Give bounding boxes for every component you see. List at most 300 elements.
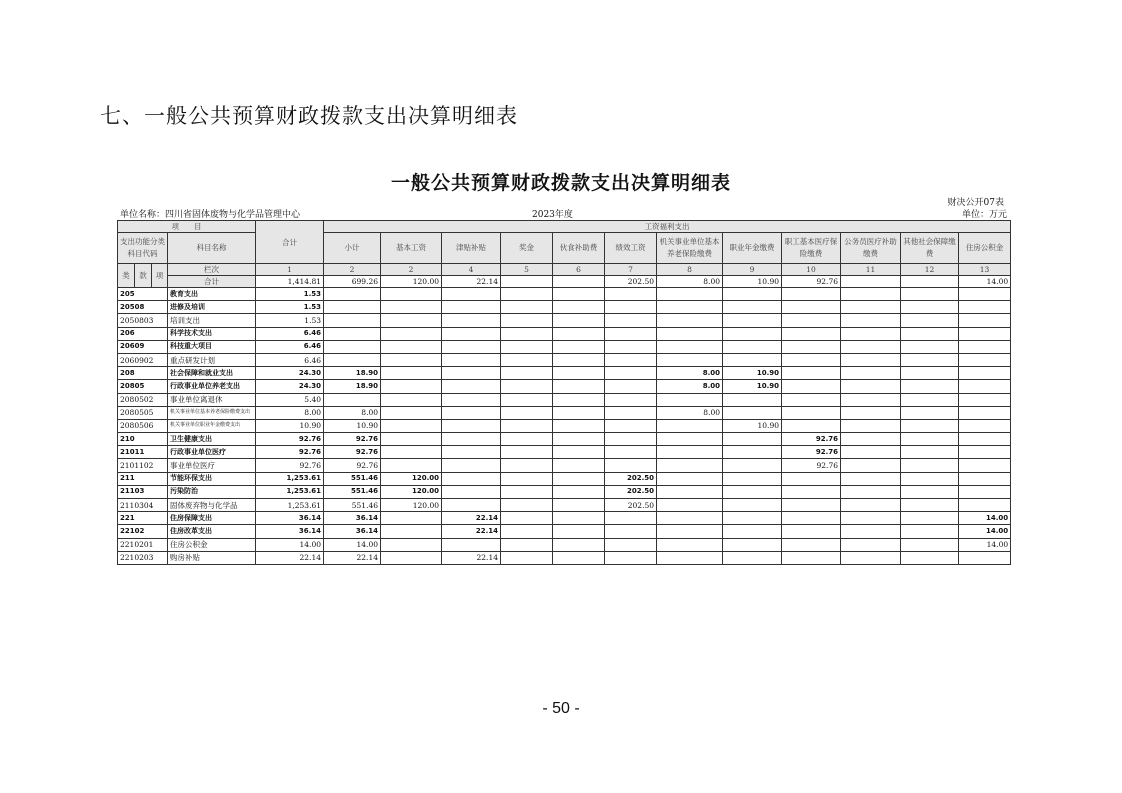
subject-code: 21103	[118, 485, 168, 498]
col-header: 公务员医疗补助缴费	[841, 233, 901, 264]
amount-cell	[553, 459, 605, 472]
column-number: 10	[782, 264, 841, 276]
amount-cell	[381, 525, 442, 538]
amount-cell	[782, 419, 841, 432]
amount-cell	[841, 485, 901, 498]
amount-cell	[605, 367, 657, 380]
amount-cell	[442, 499, 501, 512]
amount-cell: 1.53	[256, 288, 324, 301]
amount-cell	[605, 288, 657, 301]
amount-cell	[959, 380, 1011, 393]
amount-cell	[782, 472, 841, 485]
total-value: 92.76	[782, 276, 841, 288]
amount-cell: 120.00	[381, 485, 442, 498]
total-value: 14.00	[959, 276, 1011, 288]
amount-cell	[381, 512, 442, 525]
amount-cell	[657, 499, 723, 512]
amount-cell: 92.76	[324, 459, 381, 472]
amount-cell	[442, 393, 501, 406]
amount-cell	[501, 380, 553, 393]
column-number: 9	[723, 264, 782, 276]
amount-cell	[959, 472, 1011, 485]
table-meta-row	[118, 207, 1011, 219]
amount-cell: 6.46	[256, 353, 324, 366]
amount-cell	[901, 485, 959, 498]
amount-cell: 22.14	[442, 551, 501, 564]
column-number: 7	[605, 264, 657, 276]
amount-cell: 14.00	[256, 538, 324, 551]
amount-cell	[501, 512, 553, 525]
amount-cell	[605, 380, 657, 393]
column-number: 1	[256, 264, 324, 276]
amount-cell	[501, 393, 553, 406]
amount-cell	[657, 314, 723, 327]
amount-cell	[657, 459, 723, 472]
subject-code: 2080505	[118, 406, 168, 419]
amount-cell	[841, 327, 901, 340]
col-header: 住房公积金	[959, 233, 1011, 264]
subject-name-header: 科目名称	[168, 233, 256, 264]
table-row	[118, 406, 1011, 419]
subject-code: 2050803	[118, 314, 168, 327]
col-header: 津贴补贴	[442, 233, 501, 264]
amount-cell	[657, 472, 723, 485]
amount-cell	[442, 459, 501, 472]
amount-cell	[442, 433, 501, 446]
table-row	[118, 367, 1011, 380]
amount-cell	[442, 380, 501, 393]
amount-cell	[657, 393, 723, 406]
table-row	[118, 538, 1011, 551]
amount-cell: 551.46	[324, 472, 381, 485]
amount-cell: 92.76	[256, 446, 324, 459]
amount-cell	[782, 327, 841, 340]
amount-cell	[501, 327, 553, 340]
amount-cell	[901, 314, 959, 327]
amount-cell	[901, 301, 959, 314]
amount-cell	[381, 538, 442, 551]
amount-cell	[381, 459, 442, 472]
amount-cell	[841, 406, 901, 419]
amount-cell	[442, 406, 501, 419]
col-header: 职工基本医疗保险缴费	[782, 233, 841, 264]
column-number: 4	[442, 264, 501, 276]
amount-cell	[782, 485, 841, 498]
amount-cell: 10.90	[324, 419, 381, 432]
amount-cell: 1,253.61	[256, 499, 324, 512]
amount-cell	[501, 314, 553, 327]
amount-cell	[782, 538, 841, 551]
table-row	[118, 551, 1011, 564]
amount-cell	[381, 551, 442, 564]
table-row	[118, 499, 1011, 512]
table-row	[118, 446, 1011, 459]
amount-cell: 92.76	[782, 459, 841, 472]
table-row	[118, 353, 1011, 366]
amount-cell: 92.76	[324, 446, 381, 459]
amount-cell	[605, 353, 657, 366]
table-row	[118, 327, 1011, 340]
amount-cell	[657, 446, 723, 459]
amount-cell	[442, 327, 501, 340]
amount-cell	[381, 406, 442, 419]
subject-code: 2210201	[118, 538, 168, 551]
amount-cell	[723, 485, 782, 498]
col-header: 奖金	[501, 233, 553, 264]
amount-cell	[723, 340, 782, 353]
amount-cell: 551.46	[324, 499, 381, 512]
amount-cell	[959, 406, 1011, 419]
amount-cell	[501, 551, 553, 564]
amount-cell	[553, 327, 605, 340]
amount-cell	[901, 538, 959, 551]
subject-name: 科技重大项目	[168, 340, 256, 353]
amount-cell	[501, 353, 553, 366]
subject-name: 机关事业单位职业年金缴费支出	[168, 419, 256, 432]
amount-cell	[782, 393, 841, 406]
amount-cell	[553, 406, 605, 419]
amount-cell: 36.14	[324, 525, 381, 538]
amount-cell	[901, 551, 959, 564]
amount-cell	[605, 446, 657, 459]
table-row	[118, 512, 1011, 525]
subject-code: 2101102	[118, 459, 168, 472]
amount-cell	[782, 301, 841, 314]
amount-cell	[381, 288, 442, 301]
amount-cell: 202.50	[605, 499, 657, 512]
amount-cell	[782, 406, 841, 419]
amount-cell: 551.46	[324, 485, 381, 498]
subject-name: 事业单位离退休	[168, 393, 256, 406]
amount-cell	[501, 499, 553, 512]
header-row-1	[118, 221, 1011, 233]
amount-cell	[901, 327, 959, 340]
amount-cell	[605, 512, 657, 525]
amount-cell: 1,253.61	[256, 485, 324, 498]
amount-cell	[442, 288, 501, 301]
amount-cell	[841, 525, 901, 538]
subject-name: 住房改革支出	[168, 525, 256, 538]
subject-name: 科学技术支出	[168, 327, 256, 340]
amount-cell: 22.14	[442, 512, 501, 525]
col-header: 小计	[324, 233, 381, 264]
amount-cell	[723, 459, 782, 472]
amount-cell	[782, 499, 841, 512]
amount-cell	[782, 525, 841, 538]
table-row	[118, 485, 1011, 498]
amount-cell	[381, 301, 442, 314]
amount-cell	[782, 314, 841, 327]
amount-cell	[442, 446, 501, 459]
subject-code: 210	[118, 433, 168, 446]
amount-cell: 10.90	[723, 380, 782, 393]
amount-cell	[605, 314, 657, 327]
amount-cell: 8.00	[657, 380, 723, 393]
table-row	[118, 472, 1011, 485]
amount-cell	[901, 525, 959, 538]
col-header: 职业年金缴费	[723, 233, 782, 264]
amount-cell	[553, 512, 605, 525]
amount-cell	[959, 353, 1011, 366]
amount-cell	[782, 380, 841, 393]
amount-cell	[553, 551, 605, 564]
amount-cell	[841, 367, 901, 380]
amount-cell: 92.76	[324, 433, 381, 446]
subject-code: 221	[118, 512, 168, 525]
amount-cell	[501, 485, 553, 498]
amount-cell	[657, 340, 723, 353]
amount-cell	[901, 406, 959, 419]
subject-code: 211	[118, 472, 168, 485]
column-number: 2	[324, 264, 381, 276]
amount-cell	[723, 551, 782, 564]
amount-cell	[841, 301, 901, 314]
amount-cell	[501, 446, 553, 459]
column-index-label: 栏次	[168, 264, 256, 276]
column-number: 11	[841, 264, 901, 276]
subject-name: 培训支出	[168, 314, 256, 327]
amount-cell: 14.00	[959, 512, 1011, 525]
table-row	[118, 525, 1011, 538]
amount-cell	[381, 353, 442, 366]
subject-name: 污染防治	[168, 485, 256, 498]
amount-cell: 8.00	[657, 406, 723, 419]
amount-cell	[553, 380, 605, 393]
amount-cell	[657, 288, 723, 301]
amount-cell: 24.30	[256, 367, 324, 380]
total-value: 120.00	[381, 276, 442, 288]
table-row	[118, 301, 1011, 314]
amount-cell	[901, 419, 959, 432]
amount-cell	[657, 551, 723, 564]
subject-name: 社会保障和就业支出	[168, 367, 256, 380]
amount-cell: 5.40	[256, 393, 324, 406]
amount-cell: 202.50	[605, 485, 657, 498]
amount-cell	[841, 380, 901, 393]
subject-code: 20609	[118, 340, 168, 353]
subject-name: 事业单位医疗	[168, 459, 256, 472]
subject-code: 2210203	[118, 551, 168, 564]
amount-cell	[553, 485, 605, 498]
amount-cell	[501, 472, 553, 485]
column-number-row	[118, 264, 1011, 276]
amount-cell	[723, 406, 782, 419]
amount-cell	[841, 433, 901, 446]
column-number: 2	[381, 264, 442, 276]
col-header: 绩效工资	[605, 233, 657, 264]
amount-cell	[501, 459, 553, 472]
header-row-2	[118, 233, 1011, 264]
amount-cell: 6.46	[256, 327, 324, 340]
amount-cell	[959, 419, 1011, 432]
organization-name: 单位名称：四川省固体废物与化学品管理中心	[120, 210, 301, 220]
amount-cell	[605, 538, 657, 551]
amount-cell	[605, 459, 657, 472]
amount-cell	[657, 538, 723, 551]
amount-cell	[553, 393, 605, 406]
amount-cell	[324, 327, 381, 340]
amount-cell	[381, 367, 442, 380]
amount-cell	[553, 288, 605, 301]
subject-name: 教育支出	[168, 288, 256, 301]
amount-cell	[553, 446, 605, 459]
amount-cell	[553, 301, 605, 314]
table-row	[118, 340, 1011, 353]
amount-cell	[841, 314, 901, 327]
kuan-header: 款	[135, 264, 152, 288]
col-header: 其他社会保障缴费	[901, 233, 959, 264]
amount-cell	[553, 499, 605, 512]
amount-cell	[501, 288, 553, 301]
col-header: 基本工资	[381, 233, 442, 264]
amount-cell	[553, 419, 605, 432]
amount-cell	[605, 406, 657, 419]
table-row	[118, 459, 1011, 472]
total-value	[553, 276, 605, 288]
total-row-label: 合计	[168, 276, 256, 288]
amount-cell	[442, 485, 501, 498]
amount-cell: 92.76	[782, 433, 841, 446]
column-number: 6	[553, 264, 605, 276]
amount-cell	[657, 327, 723, 340]
amount-cell	[442, 314, 501, 327]
amount-cell	[381, 446, 442, 459]
amount-cell: 1.53	[256, 314, 324, 327]
total-value: 10.90	[723, 276, 782, 288]
amount-cell	[841, 340, 901, 353]
total-value	[901, 276, 959, 288]
amount-cell	[782, 551, 841, 564]
table-row	[118, 419, 1011, 432]
amount-cell	[605, 393, 657, 406]
subject-code: 21011	[118, 446, 168, 459]
page-number: - 50 -	[542, 700, 580, 717]
amount-cell	[381, 340, 442, 353]
amount-cell	[959, 499, 1011, 512]
amount-cell	[841, 446, 901, 459]
total-value: 202.50	[605, 276, 657, 288]
amount-cell	[324, 340, 381, 353]
subject-code: 2080506	[118, 419, 168, 432]
amount-cell	[657, 485, 723, 498]
amount-cell: 36.14	[256, 512, 324, 525]
amount-cell	[841, 538, 901, 551]
amount-cell	[324, 314, 381, 327]
amount-cell: 1,253.61	[256, 472, 324, 485]
subject-name: 固体废弃物与化学品	[168, 499, 256, 512]
amount-cell	[501, 367, 553, 380]
amount-cell	[381, 433, 442, 446]
amount-cell	[553, 353, 605, 366]
subject-name: 进修及培训	[168, 301, 256, 314]
total-value	[501, 276, 553, 288]
amount-cell	[723, 327, 782, 340]
amount-cell	[553, 538, 605, 551]
amount-cell	[501, 419, 553, 432]
amount-cell	[959, 433, 1011, 446]
amount-cell: 8.00	[657, 367, 723, 380]
amount-cell	[841, 472, 901, 485]
subject-name: 行政事业单位医疗	[168, 446, 256, 459]
amount-cell	[782, 288, 841, 301]
amount-cell: 36.14	[324, 512, 381, 525]
amount-cell	[841, 353, 901, 366]
amount-cell	[605, 433, 657, 446]
amount-cell	[657, 525, 723, 538]
form-code: 财决公开07表	[947, 198, 1004, 208]
amount-cell	[501, 301, 553, 314]
amount-cell: 8.00	[256, 406, 324, 419]
amount-cell	[841, 393, 901, 406]
subject-code: 208	[118, 367, 168, 380]
amount-cell	[723, 353, 782, 366]
amount-cell	[501, 538, 553, 551]
amount-cell	[959, 327, 1011, 340]
total-value: 8.00	[657, 276, 723, 288]
amount-cell: 24.30	[256, 380, 324, 393]
amount-cell	[959, 314, 1011, 327]
amount-cell	[442, 367, 501, 380]
amount-cell	[657, 433, 723, 446]
amount-cell: 120.00	[381, 499, 442, 512]
amount-cell	[657, 419, 723, 432]
amount-cell	[657, 353, 723, 366]
amount-cell	[959, 301, 1011, 314]
amount-cell	[501, 406, 553, 419]
fiscal-year: 2023年度	[532, 210, 573, 220]
subject-code: 20805	[118, 380, 168, 393]
amount-cell	[324, 393, 381, 406]
amount-cell	[723, 512, 782, 525]
amount-cell	[657, 512, 723, 525]
amount-cell	[901, 499, 959, 512]
amount-cell	[841, 459, 901, 472]
amount-cell	[959, 446, 1011, 459]
amount-cell	[324, 288, 381, 301]
column-number: 12	[901, 264, 959, 276]
amount-cell: 92.76	[256, 433, 324, 446]
amount-cell: 202.50	[605, 472, 657, 485]
amount-cell: 92.76	[782, 446, 841, 459]
total-row	[118, 276, 1011, 288]
amount-cell	[959, 485, 1011, 498]
amount-cell: 18.90	[324, 367, 381, 380]
amount-cell	[723, 393, 782, 406]
amount-cell: 10.90	[723, 419, 782, 432]
table-title: 一般公共预算财政拨款支出决算明细表	[390, 172, 731, 194]
amount-cell	[841, 419, 901, 432]
subject-name: 节能环保支出	[168, 472, 256, 485]
table-row	[118, 314, 1011, 327]
amount-cell	[501, 525, 553, 538]
amount-cell	[782, 353, 841, 366]
amount-cell: 22.14	[442, 525, 501, 538]
table-row	[118, 433, 1011, 446]
amount-cell	[381, 380, 442, 393]
table-row	[118, 393, 1011, 406]
amount-cell	[901, 446, 959, 459]
amount-cell: 22.14	[256, 551, 324, 564]
subject-code: 2060902	[118, 353, 168, 366]
amount-cell	[841, 288, 901, 301]
amount-cell	[901, 512, 959, 525]
amount-cell	[959, 393, 1011, 406]
amount-cell	[605, 327, 657, 340]
amount-cell: 36.14	[256, 525, 324, 538]
col-header: 伙食补助费	[553, 233, 605, 264]
amount-cell	[782, 340, 841, 353]
subject-name: 购房补贴	[168, 551, 256, 564]
